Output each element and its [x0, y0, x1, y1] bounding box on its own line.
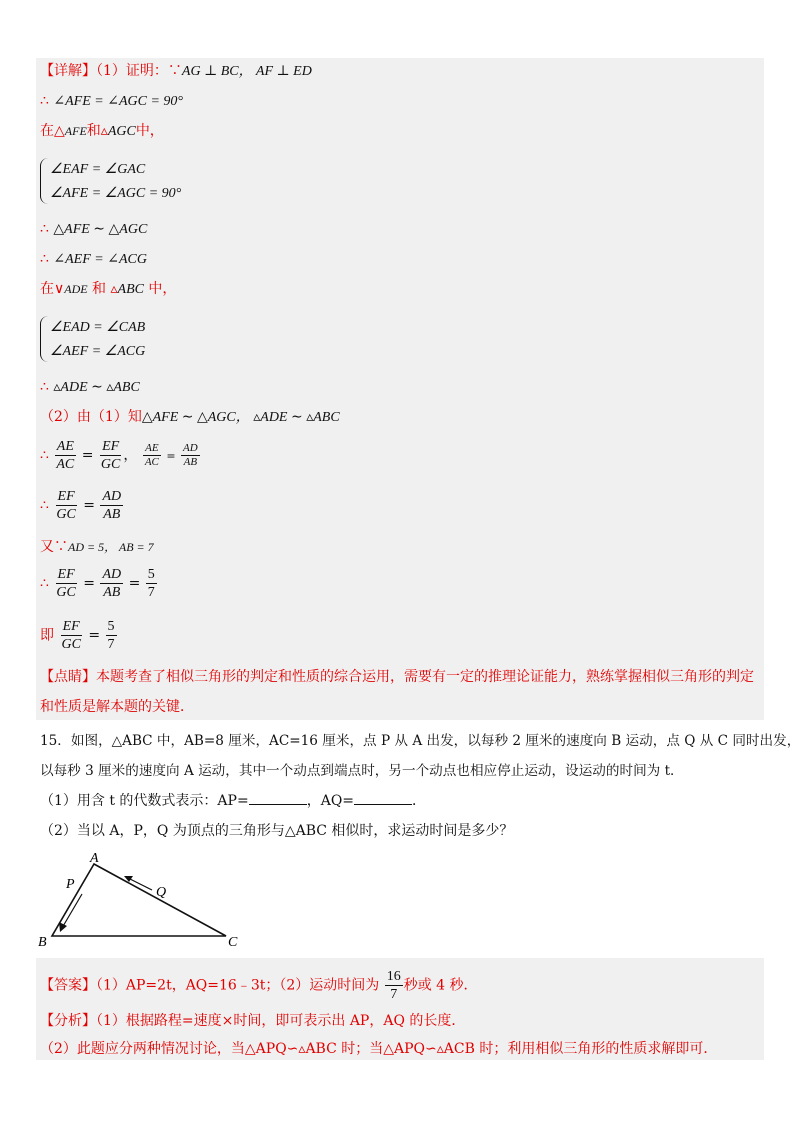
arrow-p-head: [59, 922, 67, 932]
step-ratio-1: ∴ $\frac{AE}{AC}$ = $\frac{EF}{GC}$ ， $\frac{AE}{AC}$ = $\frac{AD}{AB}$: [40, 439, 198, 472]
fraction: $\frac{5}{7}$: [147, 567, 155, 600]
question-15-part-1: （1）用含 t 的代数式表示：AP= ，AQ= ．: [40, 793, 427, 809]
detail-header: 【详解】（1）证明：∵AG ⊥ BC， AF ⊥ ED: [40, 63, 312, 79]
analysis-line-1: 【分析】（1）根据路程=速度×时间，即可表示出 AP，AQ 的长度．: [40, 1013, 466, 1029]
step-in-triangles-1: 在△AFE和▵AGC中，: [40, 123, 164, 139]
vertex-b-label: B: [38, 935, 47, 950]
answer-blank-ap: [249, 792, 307, 805]
answer-line: 【答案】（1）AP=2t，AQ=16﹣3t；（2）运动时间为 $\frac{16}{7}$ 秒或 4 秒．: [40, 969, 478, 1002]
arrow-p: [62, 894, 82, 928]
comment-line-2: 和性质是解本题的关键．: [40, 699, 194, 715]
analysis-tag: 【分析】: [40, 1013, 96, 1029]
answer-tag: 【答案】: [40, 977, 96, 994]
comment-line-1: 【点睛】本题考查了相似三角形的判定和性质的综合运用，需要有一定的推理论证能力，熟练掌握相似三角形的判定: [40, 669, 754, 685]
comment-tag: 【点睛】: [40, 669, 96, 685]
fraction: $\frac{5}{7}$: [107, 619, 115, 652]
point-q-label: Q: [156, 885, 167, 900]
step-in-triangles-2: 在∨ADE 和 ▵ABC 中，: [40, 281, 177, 297]
question-15-line-1: 15．如图，△ABC 中，AB=8 厘米，AC=16 厘米，点 P 从 A 出发，以每秒 2 厘米的速度向 B 运动，点 Q 从 C 同时出发，: [40, 733, 800, 749]
fraction: $\frac{16}{7}$: [386, 969, 401, 1002]
analysis-line-2: （2）此题应分两种情况讨论，当△APQ∽▵ABC 时；当△APQ∽▵ACB 时；利用相似三角形的性质求解即可．: [40, 1041, 718, 1057]
fraction: $\frac{AD}{AB}$: [102, 489, 122, 522]
step-ratio-3: ∴ $\frac{EF}{GC}$ = $\frac{AD}{AB}$ = $\frac{5}{7}$: [40, 567, 155, 600]
fraction: $\frac{EF}{GC}$: [56, 489, 76, 522]
fraction: $\frac{AE}{AC}$: [56, 439, 75, 472]
step-similar-2: ∴ ▵ADE ∼ ▵ABC: [40, 379, 140, 395]
step-part2-start: （2）由（1）知△AFE ∼ △AGC， ▵ADE ∼ ▵ABC: [40, 409, 340, 425]
step-ratio-2: ∴ $\frac{EF}{GC}$ = $\frac{AD}{AB}$: [40, 489, 122, 522]
vertex-c-label: C: [228, 935, 238, 950]
step-angle-equal: ∴ ∠AEF = ∠ACG: [40, 251, 147, 267]
fraction: $\frac{EF}{GC}$: [100, 439, 121, 472]
vertex-a-label: A: [90, 851, 99, 866]
step-similar-1: ∴ △AFE ∼ △AGC: [40, 221, 148, 237]
fraction: $\frac{AD}{AB}$: [102, 567, 122, 600]
step-angle-right: ∴ ∠AFE = ∠AGC = 90°: [40, 93, 183, 109]
fraction: $\frac{EF}{GC}$: [61, 619, 81, 652]
question-15-part-2: （2）当以 A，P，Q 为顶点的三角形与△ABC 相似时，求运动时间是多少？: [40, 823, 514, 839]
answer-blank-aq: [354, 792, 412, 805]
detail-tag: 【详解】: [40, 63, 96, 79]
question-15-line-2: 以每秒 3 厘米的速度向 A 运动，其中一个动点到端点时，另一个动点也相应停止运动，设运动的时间为 t．: [40, 763, 684, 779]
fraction: $\frac{AD}{AB}$: [183, 442, 198, 468]
fraction: $\frac{EF}{GC}$: [56, 567, 76, 600]
step-given: 又∵AD = 5， AB = 7: [40, 539, 154, 555]
fraction: $\frac{AE}{AC}$: [144, 442, 159, 468]
point-p-label: P: [66, 877, 75, 892]
triangle-figure: [30, 850, 250, 950]
step-conclusion: 即 $\frac{EF}{GC}$ = $\frac{5}{7}$: [40, 619, 115, 652]
